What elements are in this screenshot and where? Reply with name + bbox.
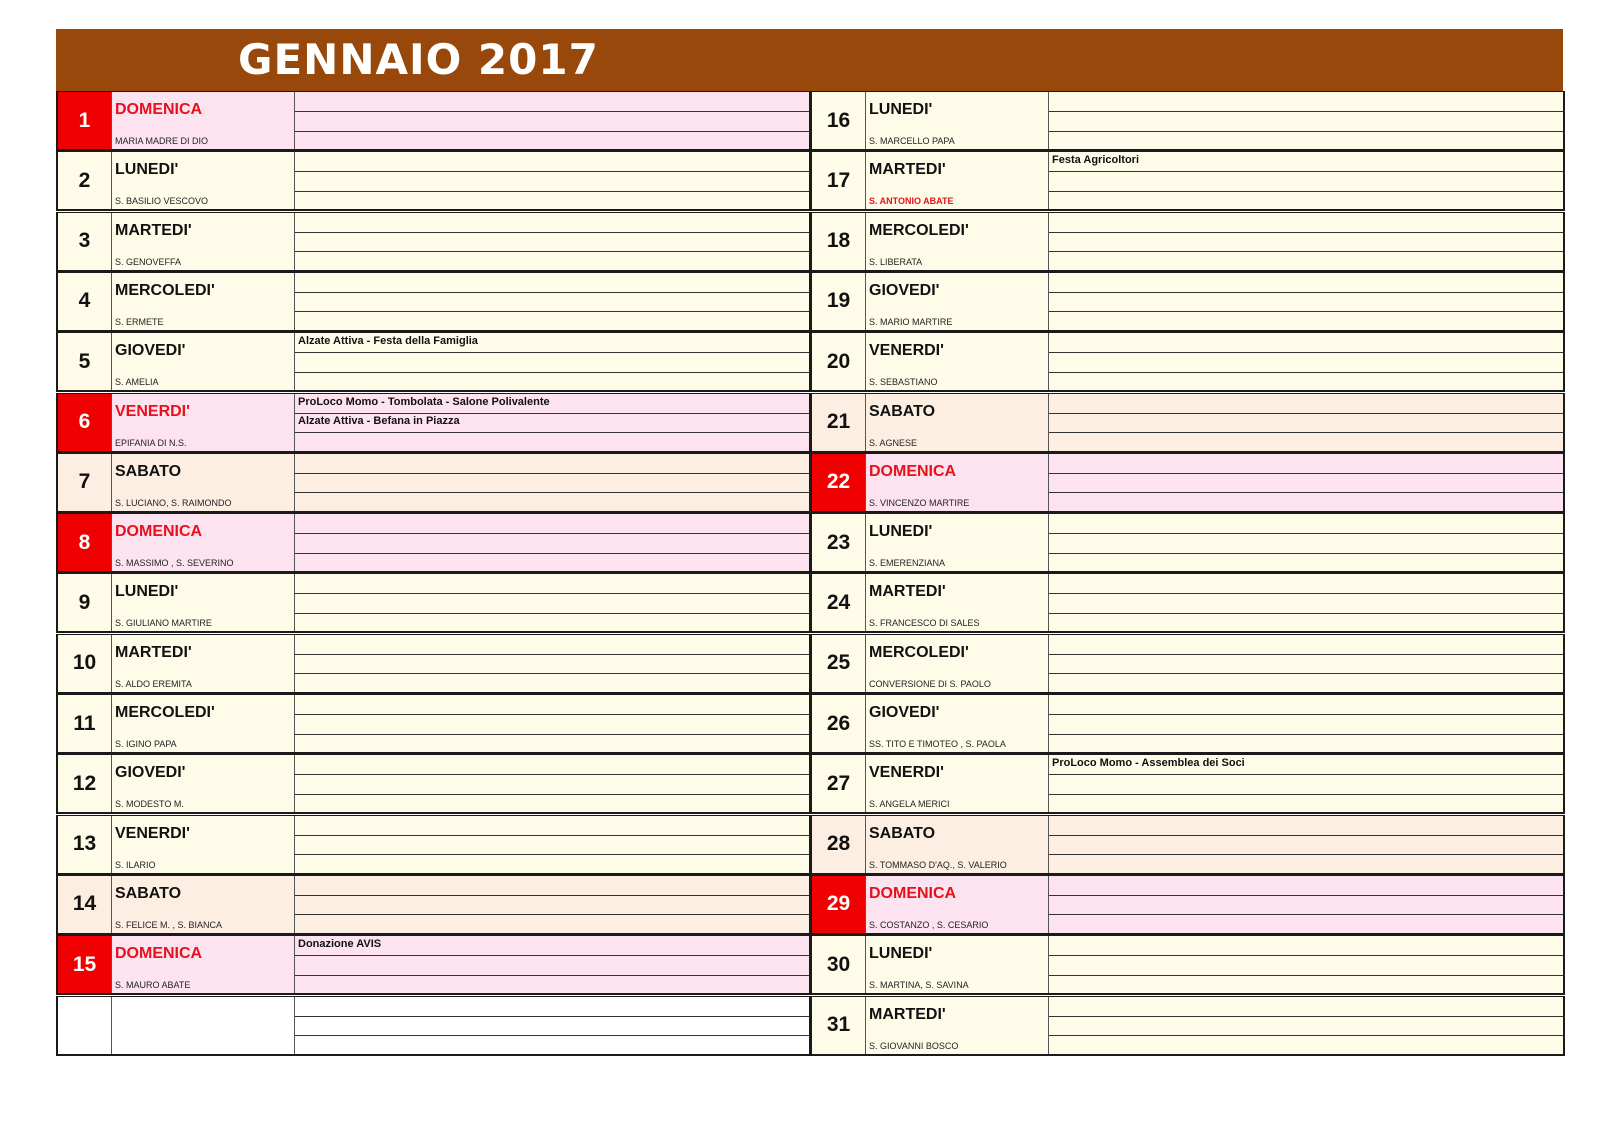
weekday-label: VENERDI' bbox=[115, 824, 190, 842]
notes-area bbox=[295, 635, 809, 692]
saint-label: MARIA MADRE DI DIO bbox=[115, 136, 209, 146]
day-info bbox=[112, 92, 295, 149]
weekday-label: VENERDI' bbox=[869, 342, 944, 360]
day-info bbox=[112, 333, 295, 390]
day-number: 10 bbox=[58, 635, 112, 692]
note-line[interactable] bbox=[295, 372, 809, 392]
notes-area bbox=[1049, 755, 1563, 812]
day-number: 19 bbox=[812, 273, 866, 330]
note-line[interactable] bbox=[1049, 715, 1563, 735]
note-line[interactable] bbox=[295, 394, 809, 414]
note-line[interactable] bbox=[1049, 433, 1563, 453]
note-line[interactable] bbox=[1049, 112, 1563, 132]
day-row bbox=[810, 212, 1565, 272]
notes-area bbox=[1049, 876, 1563, 933]
weekday-label: DOMENICA bbox=[869, 462, 957, 480]
day-number: 21 bbox=[812, 394, 866, 451]
note-line[interactable] bbox=[295, 191, 809, 211]
day-number: 31 bbox=[812, 997, 866, 1054]
notes-area bbox=[1049, 152, 1563, 209]
note-line[interactable] bbox=[1049, 312, 1563, 332]
day-row bbox=[56, 573, 811, 633]
notes-area bbox=[295, 92, 809, 149]
note-line[interactable] bbox=[295, 1036, 809, 1056]
weekday-label: LUNEDI' bbox=[869, 101, 933, 118]
notes-area bbox=[295, 273, 809, 330]
day-info bbox=[112, 454, 295, 511]
note-line[interactable] bbox=[295, 635, 809, 655]
weekday-label: GIOVEDI' bbox=[115, 764, 186, 782]
saint-label: S. ANTONIO ABATE bbox=[869, 196, 954, 207]
day-info bbox=[112, 213, 295, 270]
note-text: ProLoco Momo - Tombolata - Salone Polivalente bbox=[298, 395, 550, 408]
note-line[interactable] bbox=[295, 574, 809, 594]
day-info bbox=[866, 695, 1049, 752]
saint-label: S. FELICE M. , S. BIANCA bbox=[115, 919, 223, 930]
note-line[interactable] bbox=[1049, 775, 1563, 795]
note-line[interactable] bbox=[1049, 172, 1563, 192]
note-line[interactable] bbox=[295, 594, 809, 614]
saint-label: SS. TITO E TIMOTEO , S. PAOLA bbox=[869, 739, 1006, 749]
notes-area bbox=[1049, 273, 1563, 330]
note-line[interactable] bbox=[1049, 1036, 1563, 1056]
note-line[interactable] bbox=[295, 454, 809, 474]
note-line[interactable] bbox=[295, 292, 809, 312]
note-line[interactable] bbox=[295, 855, 809, 875]
notes-area bbox=[1049, 213, 1563, 270]
saint-label: S. FRANCESCO DI SALES bbox=[869, 618, 980, 629]
day-row bbox=[810, 453, 1565, 513]
weekday-label: GIOVEDI' bbox=[115, 342, 186, 360]
weekday-label: DOMENICA bbox=[115, 523, 203, 541]
saint-label: S. MARTINA, S. SAVINA bbox=[869, 980, 969, 991]
weekday-label: MARTEDI' bbox=[869, 1005, 946, 1023]
day-info bbox=[112, 876, 295, 933]
saint-label: S. VINCENZO MARTIRE bbox=[869, 497, 970, 508]
weekday-label: MERCOLEDI' bbox=[869, 221, 969, 239]
note-line[interactable] bbox=[295, 975, 809, 995]
note-line[interactable] bbox=[295, 734, 809, 754]
weekday-label: SABATO bbox=[115, 884, 182, 902]
day-row bbox=[810, 754, 1565, 814]
saint-label: S. GENOVEFFA bbox=[115, 256, 182, 267]
day-info bbox=[112, 695, 295, 752]
note-line[interactable] bbox=[1049, 514, 1563, 534]
note-line[interactable] bbox=[1049, 674, 1563, 694]
note-line[interactable] bbox=[1049, 553, 1563, 573]
saint-label: S. GIOVANNI BOSCO bbox=[869, 1040, 959, 1051]
day-row bbox=[56, 996, 811, 1056]
weekday-label: GIOVEDI' bbox=[869, 704, 940, 721]
day-info bbox=[866, 997, 1049, 1054]
saint-label: S. ERMETE bbox=[115, 316, 164, 327]
notes-area bbox=[295, 695, 809, 752]
notes-area bbox=[295, 876, 809, 933]
day-number: 7 bbox=[58, 454, 112, 511]
day-info bbox=[866, 213, 1049, 270]
note-text: Alzate Attiva - Befana in Piazza bbox=[298, 415, 460, 427]
note-line[interactable] bbox=[1049, 975, 1563, 995]
saint-label: S. BASILIO VESCOVO bbox=[115, 196, 209, 207]
notes-area bbox=[295, 755, 809, 812]
day-info bbox=[112, 152, 295, 209]
saint-label: S. ILARIO bbox=[115, 859, 156, 870]
note-line[interactable] bbox=[295, 936, 809, 956]
notes-area bbox=[1049, 936, 1563, 993]
day-row bbox=[56, 212, 811, 272]
note-line[interactable] bbox=[1049, 493, 1563, 513]
notes-area bbox=[1049, 635, 1563, 692]
notes-area bbox=[1049, 997, 1563, 1054]
note-line[interactable] bbox=[1049, 835, 1563, 855]
day-number bbox=[58, 997, 112, 1054]
weekday-label: MARTEDI' bbox=[869, 583, 946, 601]
day-number: 9 bbox=[58, 574, 112, 631]
weekday-label: DOMENICA bbox=[869, 884, 957, 902]
day-number: 20 bbox=[812, 333, 866, 390]
saint-label: S. ANGELA MERICI bbox=[869, 799, 950, 810]
notes-area bbox=[1049, 92, 1563, 149]
weekday-label: LUNEDI' bbox=[115, 583, 179, 601]
notes-area bbox=[295, 574, 809, 631]
day-row bbox=[56, 694, 811, 754]
day-number: 11 bbox=[58, 695, 112, 752]
note-text: ProLoco Momo - Assemblea dei Soci bbox=[1052, 757, 1245, 770]
day-row bbox=[810, 91, 1565, 151]
note-text: Alzate Attiva - Festa della Famiglia bbox=[298, 335, 478, 348]
day-row bbox=[56, 754, 811, 814]
day-info bbox=[112, 755, 295, 812]
note-line[interactable] bbox=[295, 92, 809, 112]
weekday-label: SABATO bbox=[115, 462, 182, 480]
note-line[interactable] bbox=[295, 654, 809, 674]
day-info bbox=[112, 514, 295, 571]
day-info bbox=[112, 936, 295, 993]
day-info bbox=[112, 997, 295, 1054]
note-line[interactable] bbox=[295, 172, 809, 192]
weekday-label: MARTEDI' bbox=[115, 643, 192, 661]
day-number: 29 bbox=[812, 876, 866, 933]
weekday-label: SABATO bbox=[869, 402, 936, 420]
weekday-label: SABATO bbox=[869, 824, 936, 842]
day-number: 26 bbox=[812, 695, 866, 752]
weekday-label: DOMENICA bbox=[115, 101, 203, 118]
day-info bbox=[866, 816, 1049, 873]
day-row bbox=[810, 935, 1565, 995]
day-info bbox=[866, 333, 1049, 390]
note-line[interactable] bbox=[1049, 594, 1563, 614]
day-info bbox=[112, 816, 295, 873]
note-line[interactable] bbox=[295, 553, 809, 573]
day-row bbox=[56, 634, 811, 694]
notes-area bbox=[295, 936, 809, 993]
notes-area bbox=[1049, 514, 1563, 571]
saint-label: S. MODESTO M. bbox=[115, 799, 184, 810]
day-info bbox=[866, 755, 1049, 812]
day-number: 18 bbox=[812, 213, 866, 270]
note-line[interactable] bbox=[1049, 92, 1563, 112]
day-row bbox=[56, 875, 811, 935]
note-line[interactable] bbox=[1049, 333, 1563, 353]
day-row bbox=[56, 815, 811, 875]
saint-label: S. COSTANZO , S. CESARIO bbox=[869, 919, 989, 930]
note-line[interactable] bbox=[1049, 292, 1563, 312]
weekday-label: MARTEDI' bbox=[869, 161, 946, 179]
day-row bbox=[810, 634, 1565, 694]
day-number: 27 bbox=[812, 755, 866, 812]
day-info bbox=[866, 152, 1049, 209]
weekday-label: VENERDI' bbox=[115, 402, 190, 420]
notes-area bbox=[295, 213, 809, 270]
day-info bbox=[866, 936, 1049, 993]
day-info bbox=[112, 394, 295, 451]
day-number: 23 bbox=[812, 514, 866, 571]
notes-area bbox=[295, 997, 809, 1054]
day-info bbox=[112, 635, 295, 692]
note-line[interactable] bbox=[1049, 695, 1563, 715]
note-line[interactable] bbox=[295, 353, 809, 373]
note-line[interactable] bbox=[1049, 1016, 1563, 1036]
weekday-label: GIOVEDI' bbox=[869, 281, 940, 299]
note-line[interactable] bbox=[295, 816, 809, 836]
note-line[interactable] bbox=[1049, 997, 1563, 1017]
day-number: 17 bbox=[812, 152, 866, 209]
saint-label: S. EMERENZIANA bbox=[869, 558, 946, 569]
note-line[interactable] bbox=[295, 876, 809, 896]
note-line[interactable] bbox=[295, 997, 809, 1017]
notes-area bbox=[1049, 333, 1563, 390]
day-info bbox=[866, 635, 1049, 692]
note-line[interactable] bbox=[295, 213, 809, 233]
note-line[interactable] bbox=[1049, 232, 1563, 252]
day-number: 5 bbox=[58, 333, 112, 390]
saint-label: EPIFANIA DI N.S. bbox=[115, 437, 187, 448]
day-number: 22 bbox=[812, 454, 866, 511]
day-number: 6 bbox=[58, 394, 112, 451]
day-number: 25 bbox=[812, 635, 866, 692]
note-line[interactable] bbox=[295, 433, 809, 453]
notes-area bbox=[295, 816, 809, 873]
day-row bbox=[56, 513, 811, 573]
day-row bbox=[56, 272, 811, 332]
note-line[interactable] bbox=[295, 534, 809, 554]
day-row bbox=[56, 332, 811, 392]
note-line[interactable] bbox=[295, 755, 809, 775]
note-line[interactable] bbox=[295, 252, 809, 272]
day-number: 13 bbox=[58, 816, 112, 873]
day-number: 28 bbox=[812, 816, 866, 873]
saint-label: S. IGINO PAPA bbox=[115, 739, 177, 749]
note-line[interactable] bbox=[295, 1016, 809, 1036]
note-line[interactable] bbox=[295, 131, 809, 151]
note-line[interactable] bbox=[295, 695, 809, 715]
note-line[interactable] bbox=[1049, 191, 1563, 211]
note-line[interactable] bbox=[1049, 876, 1563, 896]
day-number: 24 bbox=[812, 574, 866, 631]
note-line[interactable] bbox=[1049, 794, 1563, 814]
note-line[interactable] bbox=[295, 333, 809, 353]
day-row bbox=[56, 151, 811, 211]
day-row bbox=[810, 694, 1565, 754]
note-line[interactable] bbox=[1049, 755, 1563, 775]
day-row bbox=[810, 573, 1565, 633]
note-line[interactable] bbox=[295, 915, 809, 935]
day-info bbox=[112, 574, 295, 631]
day-number: 1 bbox=[58, 92, 112, 149]
note-line[interactable] bbox=[295, 613, 809, 633]
day-row bbox=[810, 272, 1565, 332]
day-number: 15 bbox=[58, 936, 112, 993]
day-number: 3 bbox=[58, 213, 112, 270]
saint-label: S. LUCIANO, S. RAIMONDO bbox=[115, 497, 232, 508]
note-text: Donazione AVIS bbox=[298, 938, 382, 951]
day-info bbox=[866, 394, 1049, 451]
note-line[interactable] bbox=[295, 775, 809, 795]
notes-area bbox=[1049, 816, 1563, 873]
note-line[interactable] bbox=[1049, 855, 1563, 875]
note-line[interactable] bbox=[295, 112, 809, 132]
note-line[interactable] bbox=[295, 232, 809, 252]
saint-label: S. MAURO ABATE bbox=[115, 980, 191, 991]
note-line[interactable] bbox=[1049, 454, 1563, 474]
notes-area bbox=[1049, 574, 1563, 631]
saint-label: S. MASSIMO , S. SEVERINO bbox=[115, 558, 234, 569]
weekday-label: MERCOLEDI' bbox=[115, 281, 215, 299]
note-line[interactable] bbox=[295, 312, 809, 332]
day-row bbox=[810, 151, 1565, 211]
weekday-label: MERCOLEDI' bbox=[115, 704, 215, 721]
note-line[interactable] bbox=[1049, 635, 1563, 655]
notes-area bbox=[1049, 454, 1563, 511]
day-row bbox=[810, 332, 1565, 392]
note-line[interactable] bbox=[295, 715, 809, 735]
day-info bbox=[866, 514, 1049, 571]
notes-area bbox=[295, 152, 809, 209]
day-row bbox=[810, 815, 1565, 875]
day-info bbox=[866, 454, 1049, 511]
note-line[interactable] bbox=[1049, 273, 1563, 293]
day-number: 14 bbox=[58, 876, 112, 933]
note-line[interactable] bbox=[1049, 574, 1563, 594]
note-line[interactable] bbox=[295, 514, 809, 534]
weekday-label: MARTEDI' bbox=[115, 221, 192, 239]
note-line[interactable] bbox=[1049, 131, 1563, 151]
day-number: 12 bbox=[58, 755, 112, 812]
notes-area bbox=[295, 394, 809, 451]
saint-label: S. GIULIANO MARTIRE bbox=[115, 618, 212, 629]
day-row bbox=[56, 453, 811, 513]
note-line[interactable] bbox=[295, 895, 809, 915]
day-number: 30 bbox=[812, 936, 866, 993]
note-line[interactable] bbox=[1049, 413, 1563, 433]
saint-label: S. ALDO EREMITA bbox=[115, 678, 192, 689]
note-line[interactable] bbox=[295, 413, 809, 433]
note-line[interactable] bbox=[1049, 534, 1563, 554]
note-line[interactable] bbox=[1049, 394, 1563, 414]
note-line[interactable] bbox=[1049, 613, 1563, 633]
note-line[interactable] bbox=[295, 794, 809, 814]
weekday-label: VENERDI' bbox=[869, 764, 944, 782]
note-line[interactable] bbox=[1049, 936, 1563, 956]
notes-area bbox=[295, 454, 809, 511]
notes-area bbox=[295, 514, 809, 571]
note-line[interactable] bbox=[295, 956, 809, 976]
note-line[interactable] bbox=[1049, 734, 1563, 754]
saint-label: S. SEBASTIANO bbox=[869, 377, 938, 388]
saint-label: S. AGNESE bbox=[869, 437, 918, 448]
day-info bbox=[112, 273, 295, 330]
day-row bbox=[810, 513, 1565, 573]
note-line[interactable] bbox=[295, 674, 809, 694]
note-line[interactable] bbox=[1049, 252, 1563, 272]
month-title: GENNAIO 2017 bbox=[238, 35, 599, 84]
note-line[interactable] bbox=[1049, 213, 1563, 233]
weekday-label: LUNEDI' bbox=[115, 161, 179, 179]
note-line[interactable] bbox=[1049, 915, 1563, 935]
notes-area bbox=[295, 333, 809, 390]
day-number: 2 bbox=[58, 152, 112, 209]
note-text: Festa Agricoltori bbox=[1052, 154, 1139, 167]
day-info bbox=[866, 876, 1049, 933]
month-header bbox=[56, 29, 1563, 91]
note-line[interactable] bbox=[295, 493, 809, 513]
notes-area bbox=[1049, 394, 1563, 451]
note-line[interactable] bbox=[1049, 895, 1563, 915]
day-row bbox=[810, 996, 1565, 1056]
note-line[interactable] bbox=[295, 835, 809, 855]
saint-label: CONVERSIONE DI S. PAOLO bbox=[869, 678, 991, 689]
weekday-label: LUNEDI' bbox=[869, 523, 933, 541]
day-number: 8 bbox=[58, 514, 112, 571]
note-line[interactable] bbox=[1049, 956, 1563, 976]
weekday-label: DOMENICA bbox=[115, 945, 203, 963]
day-info bbox=[866, 273, 1049, 330]
note-line[interactable] bbox=[1049, 654, 1563, 674]
weekday-label: MERCOLEDI' bbox=[869, 643, 969, 661]
day-row bbox=[810, 393, 1565, 453]
day-number: 16 bbox=[812, 92, 866, 149]
day-info bbox=[866, 574, 1049, 631]
day-row bbox=[56, 935, 811, 995]
note-line[interactable] bbox=[1049, 372, 1563, 392]
note-line[interactable] bbox=[1049, 473, 1563, 493]
note-line[interactable] bbox=[295, 152, 809, 172]
saint-label: S. MARIO MARTIRE bbox=[869, 316, 953, 327]
day-row bbox=[810, 875, 1565, 935]
note-line[interactable] bbox=[1049, 353, 1563, 373]
saint-label: S. LIBERATA bbox=[869, 256, 923, 267]
note-line[interactable] bbox=[295, 273, 809, 293]
note-line[interactable] bbox=[1049, 816, 1563, 836]
notes-area bbox=[1049, 695, 1563, 752]
note-line[interactable] bbox=[295, 473, 809, 493]
day-info bbox=[866, 92, 1049, 149]
saint-label: S. AMELIA bbox=[115, 377, 159, 388]
day-row bbox=[56, 393, 811, 453]
day-row bbox=[56, 91, 811, 151]
saint-label: S. TOMMASO D'AQ., S. VALERIO bbox=[869, 859, 1007, 870]
note-line[interactable] bbox=[1049, 152, 1563, 172]
saint-label: S. MARCELLO PAPA bbox=[869, 136, 955, 146]
day-number: 4 bbox=[58, 273, 112, 330]
weekday-label: LUNEDI' bbox=[869, 945, 933, 963]
